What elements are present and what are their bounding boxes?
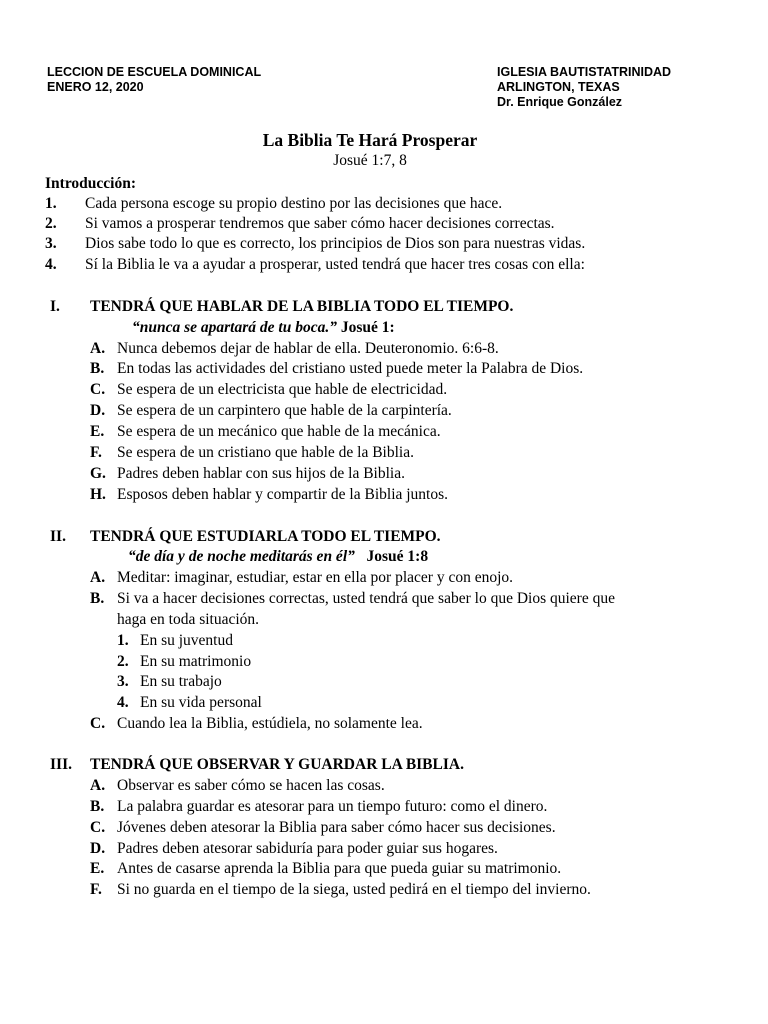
item-text-continued: haga en toda situación. — [117, 611, 260, 628]
item-letter: F. — [90, 444, 102, 461]
item-text: Se espera de un carpintero que hable de la carpintería. — [117, 402, 452, 419]
intro-item: Cada persona escoge su propio destino por las decisiones que hace. — [85, 195, 503, 212]
item-text: Si no guarda en el tiempo de la siega, usted pedirá en el tiempo del invierno. — [117, 881, 591, 898]
subitem-text: En su juventud — [140, 632, 233, 649]
item-text: Esposos deben hablar y compartir de la Biblia juntos. — [117, 486, 449, 503]
item-letter: B. — [90, 590, 105, 607]
item-text: Se espera de un mecánico que hable de la mecánica. — [117, 423, 441, 440]
quote-text: “de día y de noche meditarás en él” — [128, 548, 355, 565]
section-number: I. — [50, 298, 60, 315]
section-heading: TENDRÁ QUE OBSERVAR Y GUARDAR LA BIBLIA. — [90, 756, 464, 773]
subitem-text: En su vida personal — [140, 694, 262, 711]
item-letter: D. — [90, 840, 106, 857]
subitem-text: En su trabajo — [140, 673, 222, 690]
item-text: Observar es saber cómo se hacen las cosas. — [117, 777, 385, 794]
intro-item: Sí la Biblia le va a ayudar a prosperar, usted tendrá que hacer tres cosas con ella: — [85, 256, 585, 273]
intro-item: Dios sabe todo lo que es correcto, los principios de Dios son para nuestras vidas. — [85, 235, 586, 252]
document-title: La Biblia Te Hará Prosperar — [262, 130, 478, 150]
item-letter: F. — [90, 881, 102, 898]
quote-reference: Josué 1: — [336, 319, 395, 336]
item-text: Padres deben hablar con sus hijos de la Biblia. — [117, 465, 405, 482]
item-text: Meditar: imaginar, estudiar, estar en ella por placer y con enojo. — [117, 569, 514, 586]
church-name: IGLESIA BAUTISTATRINIDAD — [497, 65, 672, 79]
item-letter: E. — [90, 860, 105, 877]
item-letter: C. — [90, 381, 106, 398]
lesson-date: ENERO 12, 2020 — [47, 80, 144, 94]
section-heading: TENDRÁ QUE HABLAR DE LA BIBLIA TODO EL TIEMPO. — [90, 298, 514, 315]
subitem-number: 3. — [117, 673, 129, 690]
item-text: La palabra guardar es atesorar para un tiempo futuro: como el dinero. — [117, 798, 548, 815]
item-letter: E. — [90, 423, 105, 440]
item-letter: H. — [90, 486, 106, 503]
item-letter: A. — [90, 569, 106, 586]
header-left — [47, 65, 261, 95]
section-number: II. — [50, 528, 66, 545]
item-letter: A. — [90, 777, 106, 794]
scripture-reference: Josué 1:7, 8 — [333, 152, 407, 169]
subitem-text: En su matrimonio — [140, 653, 252, 670]
item-text: Antes de casarse aprenda la Biblia para que pueda guiar su matrimonio. — [117, 860, 562, 877]
item-text: Padres deben atesorar sabiduría para poder guiar sus hogares. — [117, 840, 498, 857]
item-letter: C. — [90, 715, 106, 732]
intro-number: 1. — [45, 195, 57, 212]
intro-number: 2. — [45, 215, 57, 232]
item-letter: B. — [90, 360, 105, 377]
intro-heading: Introducción: — [45, 175, 137, 192]
item-text: Se espera de un cristiano que hable de la Biblia. — [117, 444, 414, 461]
lesson-label: LECCION DE ESCUELA DOMINICAL — [47, 65, 262, 79]
pastor-name: Dr. Enrique González — [497, 95, 623, 109]
item-text: Cuando lea la Biblia, estúdiela, no solamente lea. — [117, 715, 423, 732]
section-quote — [132, 318, 395, 338]
item-letter: G. — [90, 465, 106, 482]
item-letter: A. — [90, 340, 106, 357]
item-letter: D. — [90, 402, 106, 419]
header-right — [497, 65, 671, 110]
section-heading: TENDRÁ QUE ESTUDIARLA TODO EL TIEMPO. — [90, 528, 441, 545]
church-location: ARLINGTON, TEXAS — [497, 80, 620, 94]
item-letter: B. — [90, 798, 105, 815]
intro-item: Si vamos a prosperar tendremos que saber cómo hacer decisiones correctas. — [85, 215, 555, 232]
section-quote — [128, 547, 428, 567]
quote-reference: Josué 1:8 — [354, 548, 429, 565]
intro-number: 3. — [45, 235, 57, 252]
item-text: Si va a hacer decisiones correctas, usted tendrá que saber lo que Dios quiere que — [117, 590, 615, 607]
intro-number: 4. — [45, 256, 57, 273]
item-text: Se espera de un electricista que hable de electricidad. — [117, 381, 448, 398]
subitem-number: 1. — [117, 632, 129, 649]
subitem-number: 2. — [117, 653, 129, 670]
quote-text: “nunca se apartará de tu boca.” — [132, 319, 337, 336]
section-number: III. — [50, 756, 72, 773]
item-text: En todas las actividades del cristiano usted puede meter la Palabra de Dios. — [117, 360, 584, 377]
item-letter: C. — [90, 819, 106, 836]
subitem-number: 4. — [117, 694, 129, 711]
item-text: Nunca debemos dejar de hablar de ella. Deuteronomio. 6:6-8. — [117, 340, 499, 357]
item-text: Jóvenes deben atesorar la Biblia para saber cómo hacer sus decisiones. — [117, 819, 556, 836]
